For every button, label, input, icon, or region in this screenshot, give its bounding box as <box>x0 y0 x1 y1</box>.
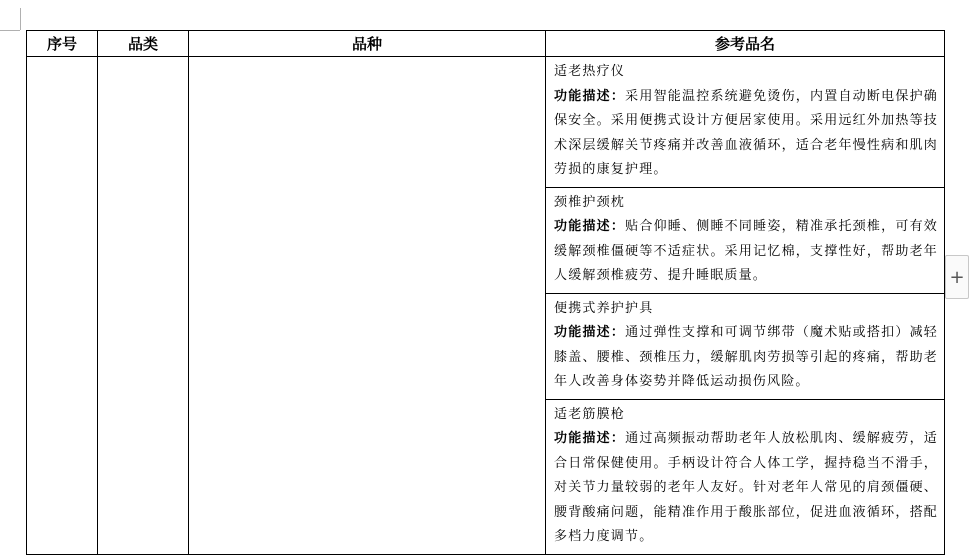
entry-description: 采用智能温控系统避免烫伤，内置自动断电保护确保安全。采用便携式设计方便居家使用。采用远红外加热等技术深层缓解关节疼痛并改善血液循环，适合老年慢性病和肌肉劳损的康复护理。 <box>554 88 938 177</box>
header-category: 品类 <box>98 31 189 57</box>
entry-desc-label: 功能描述： <box>554 325 626 340</box>
entry-description: 通过弹性支撑和可调节绑带（魔术贴或搭扣）减轻膝盖、腰椎、颈椎压力，缓解肌肉劳损等引起的疼痛，帮助老年人改善身体姿势并降低运动损伤风险。 <box>554 325 938 389</box>
page-corner-mark <box>0 30 20 31</box>
variety-cell[interactable] <box>189 57 546 555</box>
reference-entry <box>546 294 944 399</box>
reference-entry-cell[interactable] <box>546 293 945 399</box>
serial-number-cell[interactable] <box>27 57 98 555</box>
entry-product-name: 适老热疗仪 <box>554 64 626 79</box>
entry-product-name: 适老筋膜枪 <box>554 406 626 422</box>
entry-desc-label: 功能描述： <box>554 219 626 234</box>
reference-entry <box>546 57 944 187</box>
entry-description: 贴合仰睡、侧睡不同睡姿，精准承托颈椎，可有效缓解颈椎僵硬等不适症状。采用记忆棉，支撑性好，帮助老年人缓解颈椎疲劳、提升睡眠质量。 <box>554 219 938 283</box>
entry-product-name: 颈椎护颈枕 <box>554 194 626 210</box>
product-table <box>26 30 945 555</box>
entry-product-name: 便携式养护护具 <box>554 300 654 316</box>
reference-entry-cell[interactable] <box>546 399 945 554</box>
page-corner-mark-vertical <box>20 8 21 30</box>
add-row-button[interactable] <box>945 255 969 299</box>
reference-entry <box>546 188 944 293</box>
reference-entry-cell[interactable] <box>546 187 945 293</box>
entry-desc-label: 功能描述： <box>554 431 626 446</box>
reference-entry-cell[interactable] <box>546 57 945 188</box>
header-reference-name: 参考品名 <box>546 31 945 57</box>
reference-entry <box>546 400 944 554</box>
entry-desc-label: 功能描述： <box>554 88 626 104</box>
table-row <box>27 57 945 188</box>
header-variety: 品种 <box>189 31 546 57</box>
category-cell[interactable] <box>98 57 189 555</box>
header-serial-number: 序号 <box>27 31 98 57</box>
plus-icon: + <box>949 266 965 288</box>
entry-description: 通过高频振动帮助老年人放松肌肉、缓解疲劳，适合日常保健使用。手柄设计符合人体工学，握持稳当不滑手，对关节力量较弱的老年人友好。针对老年人常见的肩颈僵硬、腰背酸痛问题，能精准作用于酸胀部位，促进血液循环，搭配多档力度调节。 <box>554 431 938 544</box>
table-header-row <box>27 31 945 57</box>
